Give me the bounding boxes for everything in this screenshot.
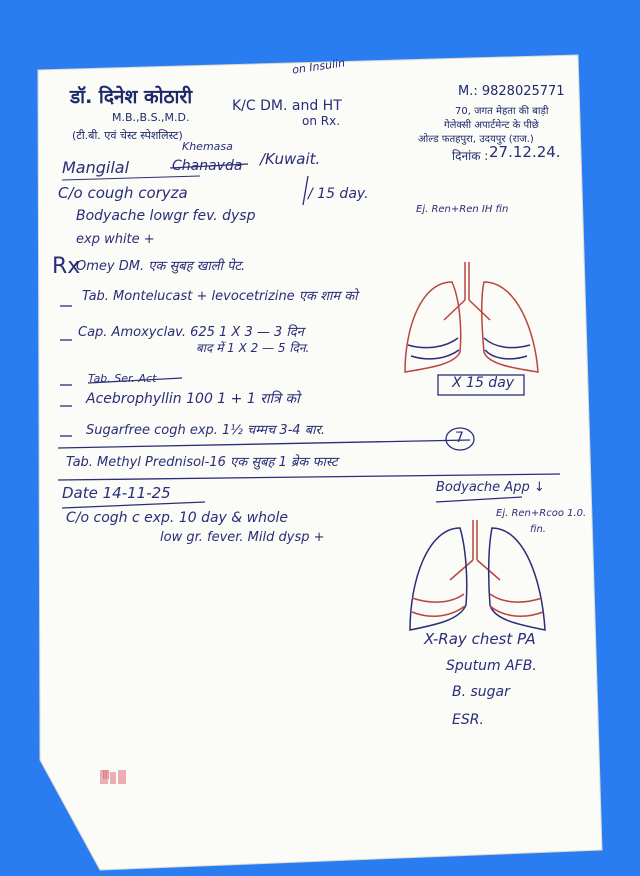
visit2-bodyache: Bodyache App ↓ bbox=[436, 480, 545, 495]
duration: / 15 day. bbox=[308, 186, 369, 202]
doctor-name: डॉ. दिनेश कोठारी bbox=[70, 86, 193, 108]
doctor-qualification: M.B.,B.S.,M.D. bbox=[112, 111, 190, 124]
doctor-speciality: (टी.बी. एवं चेस्ट स्पेशलिस्ट) bbox=[72, 129, 183, 142]
exam-note-1: Ej. Ren+Ren IH fin bbox=[416, 204, 509, 215]
visit2-complaint-2: low gr. fever. Mild dysp + bbox=[160, 530, 325, 545]
rx-item-5: Sugarfree cogh exp. 1½ चम्मच 3-4 बार. bbox=[86, 423, 325, 438]
rx-symbol: Rx bbox=[52, 254, 81, 279]
history-line-2: on Rx. bbox=[302, 114, 341, 128]
rx-item-6: Tab. Methyl Prednisol-16 एक सुबह 1 ब्रेक फास्ट bbox=[66, 455, 338, 470]
complaint-1: C/o cough coryza bbox=[58, 184, 188, 202]
rx-item-6-count: 7 bbox=[455, 430, 464, 446]
investigation-item: Sputum AFB. bbox=[446, 658, 537, 674]
visit2-exam-note-1: Ej. Ren+Rcoo 1.0. bbox=[496, 508, 587, 519]
rx-item-3a: Cap. Amoxyclav. 625 1 X 3 — 3 दिन bbox=[78, 325, 304, 340]
complaint-2: Bodyache lowgr fev. dysp bbox=[76, 208, 256, 224]
complaint-3: exp white + bbox=[76, 232, 155, 247]
place-struck: Chanavda bbox=[172, 158, 243, 174]
patient-name: Mangilal bbox=[62, 158, 130, 177]
date-label: दिनांक : bbox=[452, 149, 489, 163]
rx-item-1: Omey DM. एक सुबह खाली पेट. bbox=[76, 259, 246, 274]
rx-item-2: Tab. Montelucast + levocetrizine एक शाम को bbox=[82, 289, 358, 304]
stamp-text: Ⅲ bbox=[102, 768, 111, 782]
date-value: 27.12.24. bbox=[489, 143, 561, 161]
place-overwrite: Khemasa bbox=[182, 140, 233, 153]
address-line-3: ओल्ड फतहपुरा, उदयपुर (राज.) bbox=[418, 134, 534, 145]
rx-item-4: Acebrophyllin 100 1 + 1 रात्रि को bbox=[86, 391, 300, 407]
history-line: K/C DM. and HT bbox=[232, 98, 342, 114]
visit2-date: Date 14-11-25 bbox=[62, 484, 171, 502]
address-line-1: 70, जगत मेहता की बाड़ी bbox=[455, 106, 549, 117]
investigation-item: ESR. bbox=[452, 712, 484, 728]
doctor-mobile: M.: 9828025771 bbox=[458, 84, 565, 99]
investigation-item: B. sugar bbox=[452, 684, 510, 700]
visit2-exam-note-2: fin. bbox=[530, 524, 546, 535]
rx-item-struck: Tab. Ser. Act bbox=[88, 372, 157, 385]
history-top-note: on Insulin bbox=[291, 56, 346, 77]
visit2-complaint-1: C/o cogh c exp. 10 day & whole bbox=[66, 510, 289, 526]
rx-item-3b: बाद में 1 X 2 — 5 दिन. bbox=[196, 341, 310, 355]
address-line-2: गेलेक्सी अपार्टमेन्ट के पीछे bbox=[444, 120, 539, 131]
place-current: /Kuwait. bbox=[260, 150, 321, 168]
investigation-item: X-Ray chest PA bbox=[424, 630, 536, 648]
xray-label: X 15 day bbox=[452, 375, 515, 391]
